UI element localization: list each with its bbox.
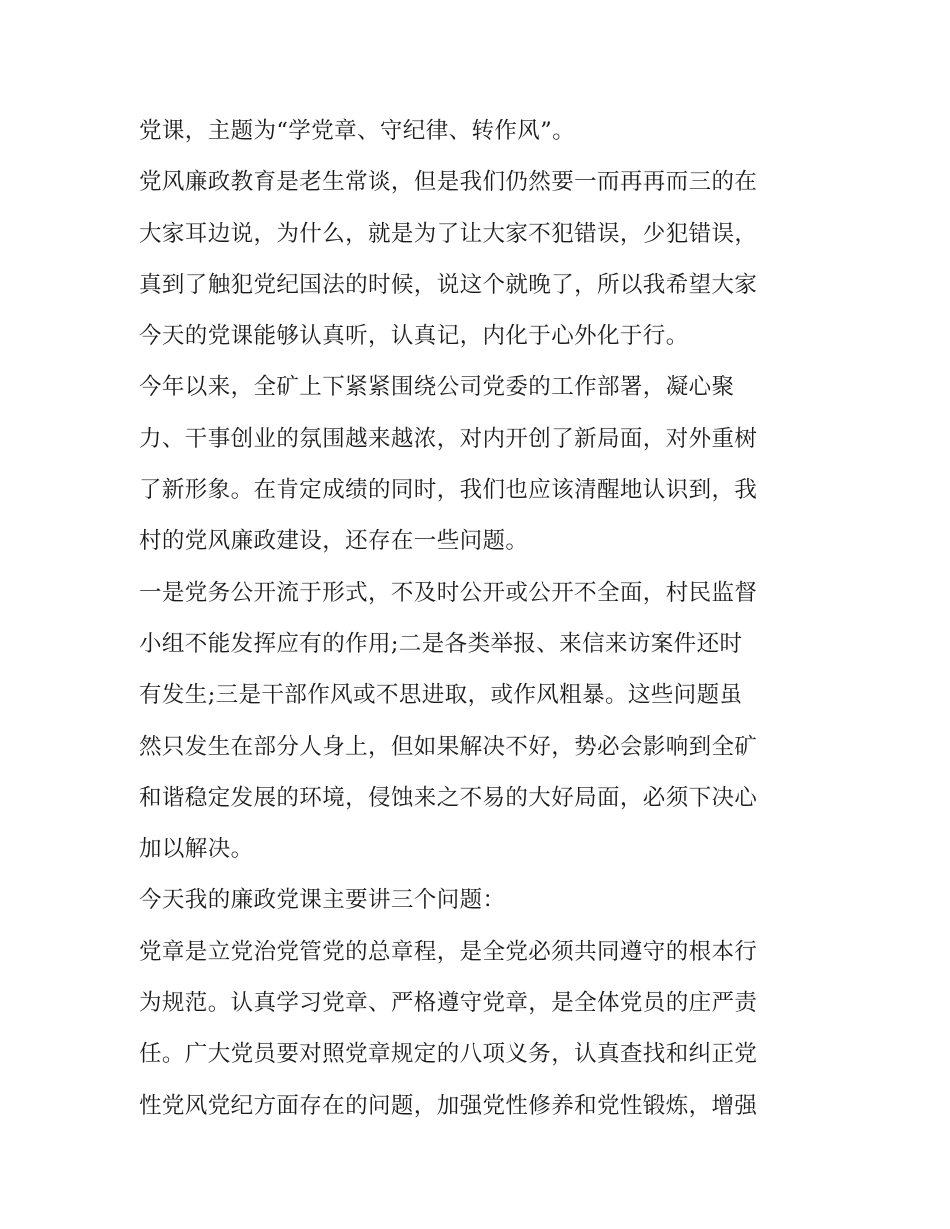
text-line: 为规范。认真学习党章、严格遵守党章，是全体党员的庄严责 — [139, 990, 758, 1017]
text-line: 一是党务公开流于形式，不及时公开或公开不全面，村民监督 — [139, 579, 758, 606]
text-line: 党课，主题为“学党章、守纪律、转作风”。 — [139, 118, 576, 144]
text-line: 大家耳边说，为什么，就是为了让大家不犯错误，少犯错误， — [139, 220, 758, 247]
text-line: 今天我的廉政党课主要讲三个问题： — [139, 887, 506, 914]
text-line: 然只发生在部分人身上，但如果解决不好，势必会影响到全矿 — [139, 733, 758, 760]
text-line: 任。广大党员要对照党章规定的八项义务，认真查找和纠正党 — [139, 1041, 758, 1068]
text-line: 和谐稳定发展的环境，侵蚀来之不易的大好局面，必须下决心 — [139, 784, 758, 811]
text-line: 有发生;三是干部作风或不思进取，或作风粗暴。这些问题虽 — [139, 682, 743, 709]
text-line: 加以解决。 — [139, 836, 254, 863]
text-line: 性党风党纪方面存在的问题，加强党性修养和党性锻炼，增强 — [139, 1092, 758, 1119]
text-line: 今年以来，全矿上下紧紧围绕公司党委的工作部署，凝心聚 — [139, 374, 735, 401]
text-line: 党章是立党治党管党的总章程，是全党必须共同遵守的根本行 — [139, 938, 758, 965]
document-body — [139, 106, 819, 1132]
text-line: 小组不能发挥应有的作用;二是各类举报、来信来访案件还时 — [139, 630, 743, 657]
text-line: 真到了触犯党纪国法的时候，说这个就晚了，所以我希望大家 — [139, 271, 758, 298]
text-line: 力、干事创业的氛围越来越浓，对内开创了新局面，对外重树 — [139, 425, 758, 452]
text-line: 了新形象。在肯定成绩的同时，我们也应该清醒地认识到，我 — [139, 477, 758, 504]
text-line: 党风廉政教育是老生常谈，但是我们仍然要一而再再而三的在 — [139, 169, 758, 196]
text-line: 今天的党课能够认真听，认真记，内化于心外化于行。 — [139, 323, 689, 350]
text-line: 村的党风廉政建设，还存在一些问题。 — [139, 528, 529, 555]
